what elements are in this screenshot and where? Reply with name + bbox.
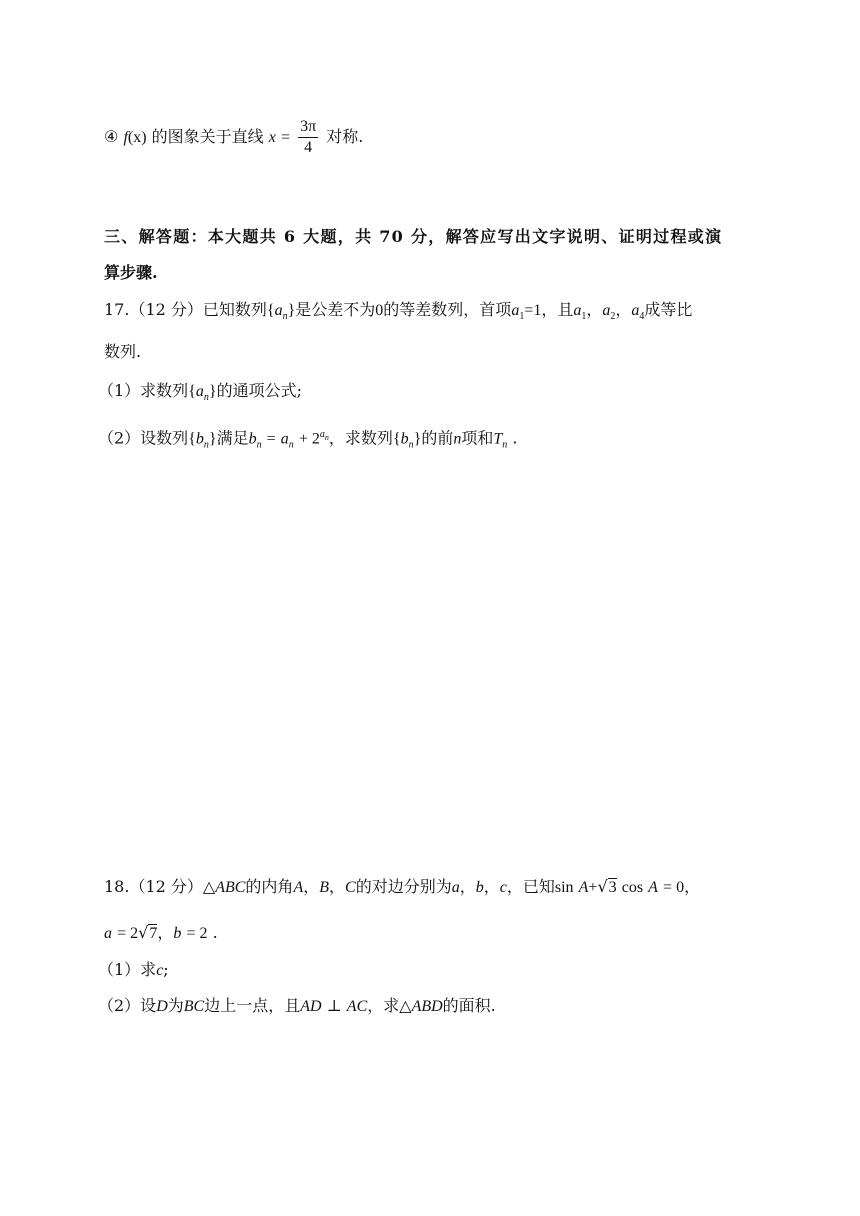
part-text: 的通项公式; [216, 381, 302, 400]
math-var: b [400, 430, 409, 448]
math-var: a [631, 302, 640, 319]
question-18-line2 [104, 921, 218, 946]
math-var: c [156, 962, 164, 979]
math-triangle: ABC [215, 879, 246, 896]
part-label: （2）设 [98, 996, 157, 1015]
math-var: a [195, 383, 204, 400]
math-var: a [602, 302, 611, 319]
math-perp: ⊥ [326, 998, 342, 1015]
math-var: A [578, 879, 589, 896]
comma: ， [329, 877, 346, 896]
question-18-line1 [104, 875, 700, 900]
statement-text-end: 对称. [326, 127, 364, 146]
sqrt-radicand: 7 [149, 925, 158, 942]
math-eq: = [280, 129, 290, 146]
sqrt-radicand: 3 [608, 879, 617, 896]
math-eq: =1 [524, 302, 542, 319]
q18-text: 的内角 [245, 877, 294, 896]
comma: ， [586, 300, 603, 319]
math-var: A [648, 879, 658, 896]
math-var: BC [183, 998, 205, 1015]
math-sub: 2 [610, 311, 616, 323]
math-var: a [451, 879, 460, 896]
math-var: AD [300, 998, 322, 1015]
section-heading-line2: 算步骤. [104, 263, 158, 282]
math-var: D [156, 998, 168, 1015]
math-arg: (x) [127, 129, 147, 146]
math-var: n [453, 430, 462, 448]
item-marker: ④ [104, 127, 119, 146]
brace-open: { [188, 430, 196, 448]
period: . [512, 428, 518, 448]
math-var: a [280, 430, 289, 448]
comma: ， [157, 923, 174, 942]
brace-open: { [392, 430, 401, 448]
question-17-line2: 数列. [104, 342, 142, 361]
math-sub: 1 [581, 311, 587, 323]
statement-text: 的图象关于直线 [151, 127, 264, 146]
q18-head: 18.（12 分）△ [104, 877, 216, 896]
brace-close: } [287, 302, 296, 319]
math-eq: = 2 [186, 925, 208, 942]
fraction [298, 117, 318, 158]
part-text: ，求△ [367, 996, 412, 1015]
part-text: 边上一点，且 [204, 996, 301, 1015]
fraction-numerator: 3π [298, 117, 318, 138]
math-var: b [248, 430, 257, 448]
part-text: 满足 [216, 428, 249, 448]
part-text: 的前 [421, 428, 454, 448]
math-var: T [493, 430, 503, 448]
part-text: 为 [167, 996, 184, 1015]
part-text: 的面积. [442, 996, 496, 1015]
brace-open: { [188, 383, 196, 400]
math-var: a [511, 302, 520, 319]
math-sub: 4 [639, 311, 645, 323]
comma: ， [303, 877, 320, 896]
math-var: ABD [411, 998, 443, 1015]
sqrt-sign: √ [597, 877, 608, 896]
math-exp-sub: n [324, 433, 329, 442]
question-17-part1 [98, 379, 302, 410]
math-sub: n [256, 439, 262, 451]
comma: ， [459, 877, 476, 896]
question-18-part1 [98, 958, 169, 983]
math-eq: = [266, 430, 276, 448]
math-sub: n [203, 392, 209, 404]
question-17-part2 [98, 423, 517, 458]
math-var: C [345, 879, 356, 896]
math-var: a [104, 925, 112, 942]
math-plus: + 2 [298, 430, 320, 448]
part-text: 项和 [461, 428, 494, 448]
q17-text: 成等比 [644, 300, 693, 319]
brace-open: { [266, 302, 275, 319]
comma: ， [483, 877, 500, 896]
question-17-line1 [104, 298, 692, 329]
math-sub: 1 [519, 311, 525, 323]
part-label: （2）设数列 [98, 428, 189, 448]
math-var: b [475, 879, 484, 896]
math-var: b [173, 925, 182, 942]
sqrt-sign: √ [138, 923, 149, 942]
q17-text: 是公差不为 [295, 300, 376, 319]
math-eq: = 0 [663, 879, 685, 896]
part-label: （1）求数列 [98, 381, 189, 400]
comma: ， [684, 877, 701, 896]
part-text: ，求数列 [328, 428, 393, 448]
question-18-part2 [98, 994, 496, 1019]
math-plus: + [588, 879, 598, 896]
math-exp-var: a [319, 429, 325, 440]
q17-text: 的等差数列，首项 [383, 300, 512, 319]
math-var: AC [346, 998, 368, 1015]
semicolon: ; [163, 960, 169, 979]
math-cos: cos [621, 879, 644, 896]
math-var: c [499, 879, 507, 896]
math-sub: n [282, 311, 288, 323]
math-var: a [573, 302, 582, 319]
part-label: （1）求 [98, 960, 157, 979]
q18-text: ，已知 [506, 877, 555, 896]
brace-close: } [208, 430, 217, 448]
math-x: x [268, 129, 276, 146]
brace-close: } [413, 430, 422, 448]
math-sin: sin [554, 879, 574, 896]
math-eq: = 2 [117, 925, 139, 942]
math-sub: n [288, 439, 294, 451]
q18-text: 的对边分别为 [355, 877, 452, 896]
math-var: b [195, 430, 204, 448]
math-sub: n [203, 439, 209, 451]
statement-4 [104, 112, 363, 163]
section-heading-line1: 三、解答题：本大题共 6 大题，共 70 分，解答应写出文字说明、证明过程或演 [104, 227, 723, 246]
fraction-denominator: 4 [304, 139, 313, 156]
comma: ， [615, 300, 632, 319]
q17-text: ，且 [541, 300, 574, 319]
math-var: a [274, 302, 283, 319]
math-var: B [319, 879, 330, 896]
math-sub: n [408, 439, 414, 451]
q17-head: 17.（12 分）已知数列 [104, 300, 267, 319]
period: . [212, 923, 218, 942]
math-zero: 0 [375, 302, 384, 319]
brace-close: } [208, 383, 217, 400]
math-var: A [293, 879, 304, 896]
math-f: f [123, 129, 128, 146]
math-sub: n [502, 439, 508, 451]
math-exponent [320, 429, 329, 440]
